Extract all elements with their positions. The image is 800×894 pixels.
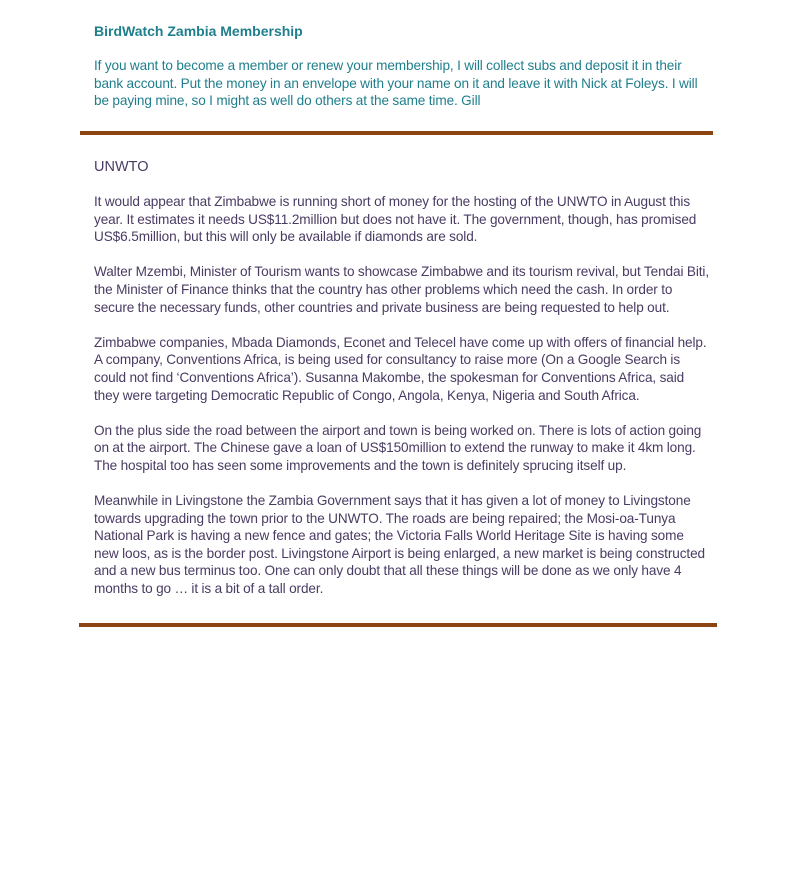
unwto-section [94, 158, 710, 615]
unwto-paragraph-4: On the plus side the road between the airport and town is being worked on. There is lots of action going on at the airport. The Chinese gave a loan of US$150million to extend the runway to make it 4km long. The hospital too has seen some improvements and the town is definitely sprucing itself up. [94, 422, 702, 473]
unwto-title: UNWTO [94, 159, 149, 175]
unwto-paragraph-1: It would appear that Zimbabwe is running short of money for the hosting of the UNWTO in August this year. It estimates it needs US$11.2million but does not have it. The government, though, has promised US$6.5million, but this will only be available if diamonds are sold. [94, 194, 697, 245]
unwto-paragraph-3: Zimbabwe companies, Mbada Diamonds, Econet and Telecel have come up with offers of financial help. A company, Conventions Africa, is being used for consultancy to raise more (On a Google Search is could not find ‘Conventions Africa’). Susanna Makombe, the spokesman for Conventions Africa, said they were targeting Democratic Republic of Congo, Angola, Kenya, Nigeria and South Africa. [94, 334, 707, 403]
section-divider-bottom [79, 623, 717, 627]
section-divider-top [80, 131, 713, 135]
membership-title: BirdWatch Zambia Membership [94, 23, 303, 39]
unwto-paragraph-5: Meanwhile in Livingstone the Zambia Government says that it has given a lot of money to Livingstone towards upgrading the town prior to the UNWTO. The roads are being repaired; the Mosi-oa-Tunya National Park is having a new fence and gates; the Victoria Falls World Heritage Site is having some new loos, as is the border post. Livingstone Airport is being enlarged, a new market is being constructed and a new bus terminus too. One can only doubt that all these things will be done as we only have 4 months to go … it is a bit of a tall order. [94, 493, 706, 597]
membership-body: If you want to become a member or renew your membership, I will collect subs and deposit it in their bank account. Put the money in an envelope with your name on it and leave it with Nick at Foleys. I will be paying mine, so I might as well do others at the same time. Gill [94, 58, 698, 109]
membership-section [94, 22, 710, 127]
unwto-paragraph-2: Walter Mzembi, Minister of Tourism wants to showcase Zimbabwe and its tourism revival, but Tendai Biti, the Minister of Finance thinks that the country has other problems which need the cash. In order to secure the necessary funds, other countries and private business are being requested to help out. [94, 264, 710, 315]
